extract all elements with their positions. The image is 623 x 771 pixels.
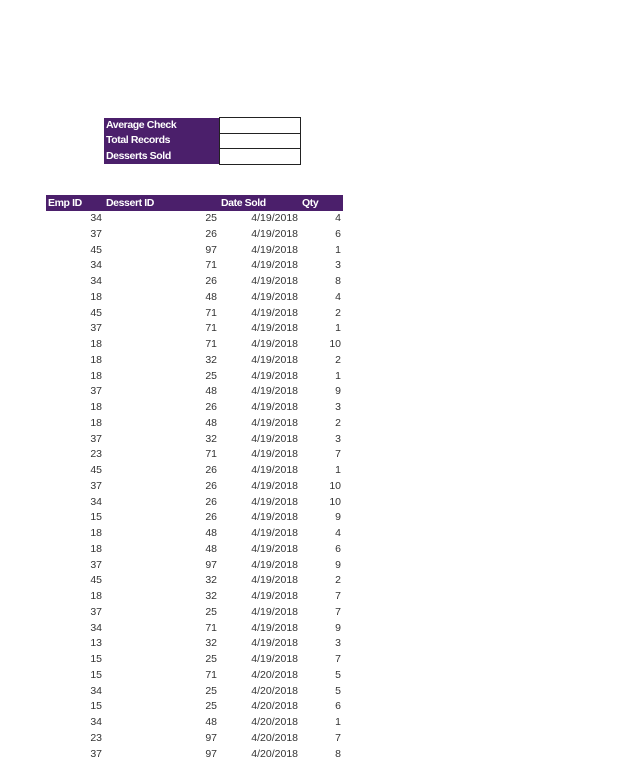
emp-id-cell[interactable]: 15	[90, 653, 102, 665]
dessert-id-cell[interactable]: 48	[205, 527, 217, 539]
date-sold-cell[interactable]: 4/19/2018	[251, 416, 298, 429]
summary-table	[104, 117, 301, 165]
summary-value-cell[interactable]	[219, 118, 300, 134]
dessert-id-cell[interactable]: 25	[205, 369, 217, 382]
emp-id-cell[interactable]: 23	[90, 731, 102, 744]
table-row	[46, 510, 343, 526]
dessert-id-cell[interactable]: 26	[205, 495, 217, 508]
dessert-id-cell[interactable]: 97	[205, 243, 217, 256]
emp-id-cell[interactable]: 18	[90, 590, 102, 602]
date-sold-cell[interactable]: 4/19/2018	[251, 259, 298, 272]
qty-cell[interactable]: 8	[335, 275, 341, 287]
header-emp-id[interactable]: Emp ID	[46, 195, 104, 211]
emp-id-cell[interactable]: 34	[90, 259, 102, 272]
table-row	[46, 432, 343, 448]
dessert-id-cell[interactable]: 32	[205, 353, 217, 366]
emp-id-cell[interactable]: 18	[90, 527, 102, 539]
date-sold-cell[interactable]: 4/19/2018	[251, 495, 298, 508]
table-row	[46, 605, 343, 621]
emp-id-cell[interactable]: 23	[90, 448, 102, 461]
qty-cell[interactable]: 1	[335, 322, 341, 335]
emp-id-cell[interactable]: 18	[90, 290, 102, 303]
date-sold-cell[interactable]: 4/19/2018	[251, 621, 298, 634]
dessert-id-cell[interactable]: 48	[205, 716, 217, 728]
emp-id-cell[interactable]: 37	[90, 605, 102, 618]
date-sold-cell[interactable]: 4/19/2018	[251, 290, 298, 303]
date-sold-cell[interactable]: 4/19/2018	[251, 212, 298, 224]
date-sold-cell[interactable]: 4/19/2018	[251, 432, 298, 445]
table-row	[46, 684, 343, 700]
table-row	[46, 479, 343, 495]
qty-cell[interactable]: 6	[335, 700, 341, 713]
table-row	[46, 731, 343, 747]
table-row	[46, 652, 343, 668]
date-sold-cell[interactable]: 4/20/2018	[251, 668, 298, 681]
qty-cell[interactable]: 10	[329, 338, 341, 350]
qty-cell[interactable]: 1	[335, 369, 341, 382]
table-row	[46, 542, 343, 558]
qty-cell[interactable]: 1	[335, 716, 341, 728]
emp-id-cell[interactable]: 34	[90, 716, 102, 728]
dessert-id-cell[interactable]: 25	[205, 684, 217, 697]
date-sold-cell[interactable]: 4/19/2018	[251, 385, 298, 398]
date-sold-cell[interactable]: 4/20/2018	[251, 684, 298, 697]
date-sold-cell[interactable]: 4/19/2018	[251, 637, 298, 650]
table-row	[46, 400, 343, 416]
dessert-id-cell[interactable]: 26	[205, 227, 217, 240]
dessert-id-cell[interactable]: 32	[205, 590, 217, 602]
summary-value-cell[interactable]	[219, 133, 300, 149]
table-row	[46, 526, 343, 542]
table-row	[46, 337, 343, 353]
dessert-id-cell[interactable]: 71	[205, 259, 217, 272]
dessert-id-cell[interactable]: 71	[205, 621, 217, 634]
date-sold-cell[interactable]: 4/19/2018	[251, 243, 298, 256]
qty-cell[interactable]: 7	[335, 653, 341, 665]
date-sold-cell[interactable]: 4/19/2018	[251, 574, 298, 587]
qty-cell[interactable]: 10	[329, 495, 341, 508]
date-sold-cell[interactable]: 4/19/2018	[251, 653, 298, 665]
emp-id-cell[interactable]: 34	[90, 684, 102, 697]
date-sold-cell[interactable]: 4/19/2018	[251, 369, 298, 382]
table-row	[46, 589, 343, 605]
dessert-id-cell[interactable]: 26	[205, 275, 217, 287]
dessert-id-cell[interactable]: 26	[205, 464, 217, 476]
emp-id-cell[interactable]: 45	[90, 464, 102, 476]
table-row	[46, 416, 343, 432]
summary-label[interactable]: Total Records	[104, 133, 219, 149]
dessert-id-cell[interactable]: 71	[205, 338, 217, 350]
summary-value-cell[interactable]	[219, 149, 300, 165]
table-row	[46, 353, 343, 369]
date-sold-cell[interactable]: 4/19/2018	[251, 338, 298, 350]
qty-cell[interactable]: 7	[335, 605, 341, 618]
date-sold-cell[interactable]: 4/19/2018	[251, 527, 298, 539]
qty-cell[interactable]: 5	[335, 684, 341, 697]
date-sold-cell[interactable]: 4/19/2018	[251, 448, 298, 461]
table-row	[46, 573, 343, 589]
dessert-id-cell[interactable]: 26	[205, 401, 217, 413]
qty-cell[interactable]: 2	[335, 306, 341, 319]
qty-cell[interactable]: 6	[335, 227, 341, 240]
emp-id-cell[interactable]: 18	[90, 416, 102, 429]
emp-id-cell[interactable]: 13	[90, 637, 102, 650]
qty-cell[interactable]: 7	[335, 731, 341, 744]
header-dessert-id[interactable]: Dessert ID	[104, 195, 219, 211]
dessert-id-cell[interactable]: 71	[205, 668, 217, 681]
table-row	[46, 447, 343, 463]
qty-cell[interactable]: 3	[335, 259, 341, 272]
dessert-id-cell[interactable]: 32	[205, 432, 217, 445]
dessert-id-cell[interactable]: 71	[205, 448, 217, 461]
qty-cell[interactable]: 1	[335, 243, 341, 256]
dessert-id-cell[interactable]: 25	[205, 605, 217, 618]
table-row	[46, 668, 343, 684]
date-sold-cell[interactable]: 4/19/2018	[251, 306, 298, 319]
date-sold-cell[interactable]: 4/19/2018	[251, 401, 298, 413]
qty-cell[interactable]: 9	[335, 621, 341, 634]
qty-cell[interactable]: 9	[335, 511, 341, 524]
qty-cell[interactable]: 1	[335, 464, 341, 476]
dessert-id-cell[interactable]: 97	[205, 731, 217, 744]
date-sold-cell[interactable]: 4/19/2018	[251, 275, 298, 287]
emp-id-cell[interactable]: 37	[90, 558, 102, 571]
dessert-id-cell[interactable]: 32	[205, 574, 217, 587]
table-row	[46, 463, 343, 479]
table-row	[46, 636, 343, 652]
date-sold-cell[interactable]: 4/19/2018	[251, 511, 298, 524]
qty-cell[interactable]: 8	[335, 747, 341, 760]
emp-id-cell[interactable]: 18	[90, 369, 102, 382]
emp-id-cell[interactable]: 37	[90, 227, 102, 240]
date-sold-cell[interactable]: 4/19/2018	[251, 605, 298, 618]
qty-cell[interactable]: 10	[329, 479, 341, 492]
table-row	[46, 715, 343, 731]
qty-cell[interactable]: 4	[335, 290, 341, 303]
table-row	[46, 274, 343, 290]
date-sold-cell[interactable]: 4/19/2018	[251, 558, 298, 571]
table-row	[46, 369, 343, 385]
table-row	[46, 243, 343, 259]
dessert-id-cell[interactable]: 25	[205, 212, 217, 224]
dessert-id-cell[interactable]: 48	[205, 385, 217, 398]
dessert-id-cell[interactable]: 48	[205, 542, 217, 555]
header-row	[46, 195, 343, 211]
table-row	[46, 558, 343, 574]
dessert-id-cell[interactable]: 26	[205, 511, 217, 524]
header-date-sold[interactable]: Date Sold	[219, 195, 300, 211]
emp-id-cell[interactable]: 18	[90, 338, 102, 350]
qty-cell[interactable]: 2	[335, 574, 341, 587]
date-sold-cell[interactable]: 4/20/2018	[251, 700, 298, 713]
date-sold-cell[interactable]: 4/19/2018	[251, 227, 298, 240]
table-row	[46, 621, 343, 637]
dessert-id-cell[interactable]: 25	[205, 700, 217, 713]
qty-cell[interactable]: 7	[335, 448, 341, 461]
qty-cell[interactable]: 2	[335, 416, 341, 429]
emp-id-cell[interactable]: 37	[90, 479, 102, 492]
table-row	[46, 306, 343, 322]
qty-cell[interactable]: 4	[335, 527, 341, 539]
qty-cell[interactable]: 2	[335, 353, 341, 366]
date-sold-cell[interactable]: 4/19/2018	[251, 542, 298, 555]
emp-id-cell[interactable]: 18	[90, 401, 102, 413]
table-row	[46, 258, 343, 274]
emp-id-cell[interactable]: 45	[90, 306, 102, 319]
emp-id-cell[interactable]: 37	[90, 747, 102, 760]
emp-id-cell[interactable]: 45	[90, 243, 102, 256]
emp-id-cell[interactable]: 34	[90, 212, 102, 224]
qty-cell[interactable]: 6	[335, 542, 341, 555]
summary-row	[104, 149, 300, 165]
qty-cell[interactable]: 9	[335, 558, 341, 571]
summary-row	[104, 133, 300, 149]
dessert-id-cell[interactable]: 97	[205, 558, 217, 571]
dessert-id-cell[interactable]: 48	[205, 290, 217, 303]
sales-table	[46, 195, 343, 762]
date-sold-cell[interactable]: 4/19/2018	[251, 590, 298, 602]
table-row	[46, 227, 343, 243]
date-sold-cell[interactable]: 4/20/2018	[251, 731, 298, 744]
emp-id-cell[interactable]: 15	[90, 511, 102, 524]
qty-cell[interactable]: 9	[335, 385, 341, 398]
table-row	[46, 321, 343, 337]
date-sold-cell[interactable]: 4/19/2018	[251, 464, 298, 476]
dessert-id-cell[interactable]: 71	[205, 306, 217, 319]
table-row	[46, 290, 343, 306]
emp-id-cell[interactable]: 37	[90, 432, 102, 445]
dessert-id-cell[interactable]: 97	[205, 747, 217, 760]
dessert-id-cell[interactable]: 48	[205, 416, 217, 429]
emp-id-cell[interactable]: 45	[90, 574, 102, 587]
emp-id-cell[interactable]: 37	[90, 385, 102, 398]
emp-id-cell[interactable]: 37	[90, 322, 102, 335]
summary-label[interactable]: Average Check	[104, 118, 219, 134]
dessert-id-cell[interactable]: 32	[205, 637, 217, 650]
dessert-id-cell[interactable]: 71	[205, 322, 217, 335]
date-sold-cell[interactable]: 4/20/2018	[251, 747, 298, 760]
summary-row	[104, 118, 300, 134]
qty-cell[interactable]: 4	[335, 212, 341, 224]
table-row	[46, 384, 343, 400]
emp-id-cell[interactable]: 18	[90, 542, 102, 555]
date-sold-cell[interactable]: 4/19/2018	[251, 322, 298, 335]
date-sold-cell[interactable]: 4/19/2018	[251, 479, 298, 492]
table-row	[46, 747, 343, 763]
table-row	[46, 699, 343, 715]
emp-id-cell[interactable]: 18	[90, 353, 102, 366]
header-qty[interactable]: Qty	[300, 195, 343, 211]
qty-cell[interactable]: 5	[335, 668, 341, 681]
emp-id-cell[interactable]: 34	[90, 621, 102, 634]
table-row	[46, 211, 343, 227]
emp-id-cell[interactable]: 15	[90, 700, 102, 713]
qty-cell[interactable]: 3	[335, 401, 341, 413]
emp-id-cell[interactable]: 15	[90, 668, 102, 681]
qty-cell[interactable]: 7	[335, 590, 341, 602]
summary-label[interactable]: Desserts Sold	[104, 149, 219, 165]
dessert-id-cell[interactable]: 25	[205, 653, 217, 665]
table-row	[46, 495, 343, 511]
emp-id-cell[interactable]: 34	[90, 495, 102, 508]
qty-cell[interactable]: 3	[335, 432, 341, 445]
date-sold-cell[interactable]: 4/19/2018	[251, 353, 298, 366]
dessert-id-cell[interactable]: 26	[205, 479, 217, 492]
date-sold-cell[interactable]: 4/20/2018	[251, 716, 298, 728]
emp-id-cell[interactable]: 34	[90, 275, 102, 287]
qty-cell[interactable]: 3	[335, 637, 341, 650]
